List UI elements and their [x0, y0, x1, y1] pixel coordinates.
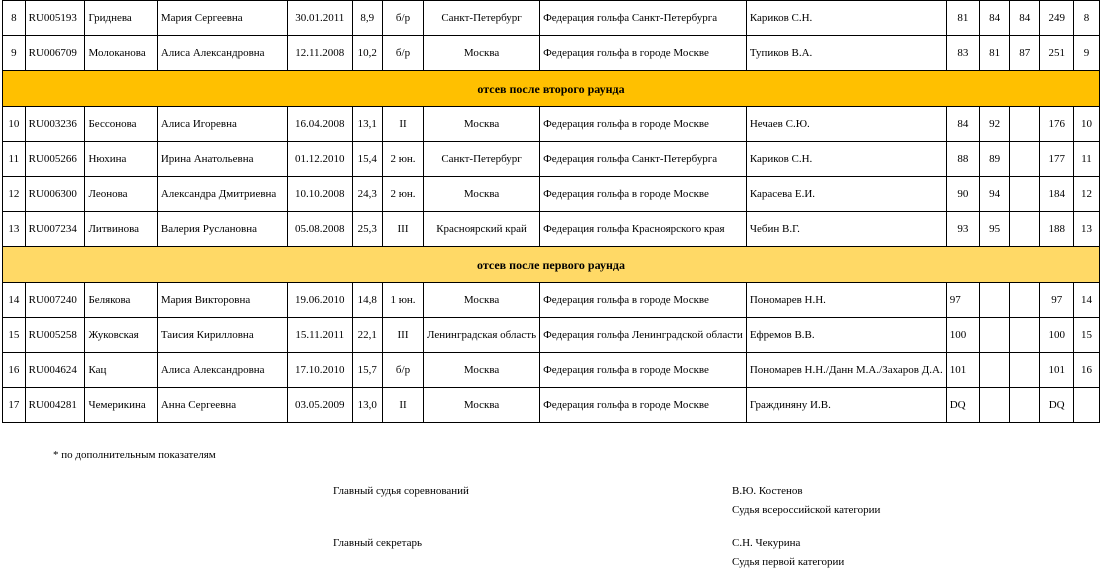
round3-cell: 87: [1010, 36, 1040, 71]
round2-cell: [980, 318, 1010, 353]
dob-cell: 16.04.2008: [288, 107, 353, 142]
table-row: [3, 36, 1100, 71]
round2-cell: 95: [980, 212, 1010, 247]
coach-cell: Тупиков В.А.: [746, 36, 946, 71]
id-cell: RU007234: [25, 212, 85, 247]
cut-after-round1-banner: [3, 247, 1100, 283]
city-cell: Москва: [424, 107, 540, 142]
round2-cell: [980, 283, 1010, 318]
rank-cell: 1 юн.: [383, 283, 424, 318]
round2-cell: 94: [980, 177, 1010, 212]
round1-cell: 83: [946, 36, 979, 71]
id-cell: RU005258: [25, 318, 85, 353]
handicap-cell: 10,2: [352, 36, 382, 71]
table-row: [3, 388, 1100, 423]
coach-cell: Карасева Е.И.: [746, 177, 946, 212]
table-row: [3, 353, 1100, 388]
coach-cell: Граждиняну И.В.: [746, 388, 946, 423]
round3-cell: [1010, 107, 1040, 142]
handicap-cell: 25,3: [352, 212, 382, 247]
dob-cell: 15.11.2011: [288, 318, 353, 353]
last-name-cell: Нюхина: [85, 142, 157, 177]
round3-cell: 84: [1010, 1, 1040, 36]
handicap-cell: 13,0: [352, 388, 382, 423]
position-cell: 14: [1074, 283, 1100, 318]
position-cell: 9: [1074, 36, 1100, 71]
table-row: [3, 1, 1100, 36]
dob-cell: 01.12.2010: [288, 142, 353, 177]
round1-cell: 84: [946, 107, 979, 142]
table-row: [3, 177, 1100, 212]
table-row: [3, 107, 1100, 142]
round3-cell: [1010, 353, 1040, 388]
handicap-cell: 14,8: [352, 283, 382, 318]
id-cell: RU005193: [25, 1, 85, 36]
last-name-cell: Леонова: [85, 177, 157, 212]
federation-cell: Федерация гольфа в городе Москве: [540, 107, 747, 142]
table-row: [3, 142, 1100, 177]
round3-cell: [1010, 318, 1040, 353]
secretary-name: С.Н. Чекурина: [732, 537, 801, 549]
chief-judge-name: В.Ю. Костенов: [732, 485, 803, 497]
federation-cell: Федерация гольфа в городе Москве: [540, 388, 747, 423]
total-cell: 249: [1040, 1, 1074, 36]
place-cell: 8: [3, 1, 26, 36]
total-cell: 101: [1040, 353, 1074, 388]
rank-cell: III: [383, 318, 424, 353]
total-cell: 184: [1040, 177, 1074, 212]
place-cell: 17: [3, 388, 26, 423]
last-name-cell: Молоканова: [85, 36, 157, 71]
chief-judge-title: Главный судья соревнований: [333, 485, 469, 497]
coach-cell: Ефремов В.В.: [746, 318, 946, 353]
round1-cell: 81: [946, 1, 979, 36]
dob-cell: 10.10.2008: [288, 177, 353, 212]
rank-cell: III: [383, 212, 424, 247]
federation-cell: Федерация гольфа в городе Москве: [540, 353, 747, 388]
total-cell: 97: [1040, 283, 1074, 318]
position-cell: 8: [1074, 1, 1100, 36]
total-cell: 176: [1040, 107, 1074, 142]
round2-cell: 84: [980, 1, 1010, 36]
dob-cell: 03.05.2009: [288, 388, 353, 423]
dob-cell: 12.11.2008: [288, 36, 353, 71]
cut-after-round1-banner-label: отсев после первого раунда: [3, 247, 1100, 283]
last-name-cell: Бессонова: [85, 107, 157, 142]
table-row: [3, 318, 1100, 353]
position-cell: 13: [1074, 212, 1100, 247]
coach-cell: Пономарев Н.Н./Данн М.А./Захаров Д.А.: [746, 353, 946, 388]
cut-after-round2-banner-label: отсев после второго раунда: [3, 71, 1100, 107]
coach-cell: Кариков С.Н.: [746, 1, 946, 36]
round1-cell: DQ: [946, 388, 979, 423]
round2-cell: 92: [980, 107, 1010, 142]
federation-cell: Федерация гольфа Санкт-Петербурга: [540, 142, 747, 177]
position-cell: 10: [1074, 107, 1100, 142]
handicap-cell: 15,4: [352, 142, 382, 177]
last-name-cell: Белякова: [85, 283, 157, 318]
city-cell: Красноярский край: [424, 212, 540, 247]
position-cell: [1074, 388, 1100, 423]
total-cell: 188: [1040, 212, 1074, 247]
rank-cell: 2 юн.: [383, 177, 424, 212]
city-cell: Москва: [424, 177, 540, 212]
place-cell: 15: [3, 318, 26, 353]
rank-cell: II: [383, 388, 424, 423]
round1-cell: 90: [946, 177, 979, 212]
round3-cell: [1010, 177, 1040, 212]
last-name-cell: Чемерикина: [85, 388, 157, 423]
place-cell: 14: [3, 283, 26, 318]
city-cell: Санкт-Петербург: [424, 1, 540, 36]
id-cell: RU007240: [25, 283, 85, 318]
last-name-cell: Литвинова: [85, 212, 157, 247]
footnote: * по дополнительным показателям: [53, 449, 216, 461]
coach-cell: Чебин В.Г.: [746, 212, 946, 247]
first-name-cell: Ирина Анатольевна: [157, 142, 287, 177]
round1-cell: 97: [946, 283, 979, 318]
city-cell: Москва: [424, 388, 540, 423]
table-row: [3, 212, 1100, 247]
dob-cell: 05.08.2008: [288, 212, 353, 247]
round3-cell: [1010, 212, 1040, 247]
city-cell: Санкт-Петербург: [424, 142, 540, 177]
secretary-rank: Судья первой категории: [732, 556, 845, 568]
rank-cell: б/р: [383, 1, 424, 36]
city-cell: Москва: [424, 36, 540, 71]
position-cell: 15: [1074, 318, 1100, 353]
last-name-cell: Кац: [85, 353, 157, 388]
cut-after-round2-banner: [3, 71, 1100, 107]
total-cell: 100: [1040, 318, 1074, 353]
position-cell: 11: [1074, 142, 1100, 177]
position-cell: 12: [1074, 177, 1100, 212]
first-name-cell: Алиса Игоревна: [157, 107, 287, 142]
round3-cell: [1010, 142, 1040, 177]
round3-cell: [1010, 388, 1040, 423]
city-cell: Москва: [424, 283, 540, 318]
id-cell: RU006300: [25, 177, 85, 212]
dob-cell: 17.10.2010: [288, 353, 353, 388]
last-name-cell: Гриднева: [85, 1, 157, 36]
handicap-cell: 13,1: [352, 107, 382, 142]
first-name-cell: Александра Дмитриевна: [157, 177, 287, 212]
round3-cell: [1010, 283, 1040, 318]
results-body: [3, 1, 1100, 423]
first-name-cell: Алиса Александровна: [157, 36, 287, 71]
handicap-cell: 24,3: [352, 177, 382, 212]
federation-cell: Федерация гольфа в городе Москве: [540, 36, 747, 71]
round2-cell: [980, 388, 1010, 423]
first-name-cell: Мария Викторовна: [157, 283, 287, 318]
total-cell: 251: [1040, 36, 1074, 71]
total-cell: 177: [1040, 142, 1074, 177]
federation-cell: Федерация гольфа Ленинградской области: [540, 318, 747, 353]
round1-cell: 93: [946, 212, 979, 247]
table-row: [3, 283, 1100, 318]
round2-cell: 81: [980, 36, 1010, 71]
first-name-cell: Мария Сергеевна: [157, 1, 287, 36]
place-cell: 9: [3, 36, 26, 71]
id-cell: RU004281: [25, 388, 85, 423]
position-cell: 16: [1074, 353, 1100, 388]
round1-cell: 101: [946, 353, 979, 388]
coach-cell: Нечаев С.Ю.: [746, 107, 946, 142]
last-name-cell: Жуковская: [85, 318, 157, 353]
secretary-title: Главный секретарь: [333, 537, 422, 549]
federation-cell: Федерация гольфа Санкт-Петербурга: [540, 1, 747, 36]
rank-cell: II: [383, 107, 424, 142]
round1-cell: 100: [946, 318, 979, 353]
federation-cell: Федерация гольфа в городе Москве: [540, 283, 747, 318]
handicap-cell: 22,1: [352, 318, 382, 353]
first-name-cell: Алиса Александровна: [157, 353, 287, 388]
place-cell: 13: [3, 212, 26, 247]
dob-cell: 30.01.2011: [288, 1, 353, 36]
rank-cell: б/р: [383, 36, 424, 71]
place-cell: 12: [3, 177, 26, 212]
round2-cell: 89: [980, 142, 1010, 177]
id-cell: RU006709: [25, 36, 85, 71]
total-cell: DQ: [1040, 388, 1074, 423]
federation-cell: Федерация гольфа в городе Москве: [540, 177, 747, 212]
dob-cell: 19.06.2010: [288, 283, 353, 318]
id-cell: RU003236: [25, 107, 85, 142]
handicap-cell: 8,9: [352, 1, 382, 36]
place-cell: 11: [3, 142, 26, 177]
coach-cell: Пономарев Н.Н.: [746, 283, 946, 318]
place-cell: 10: [3, 107, 26, 142]
city-cell: Ленинградская область: [424, 318, 540, 353]
id-cell: RU004624: [25, 353, 85, 388]
first-name-cell: Анна Сергеевна: [157, 388, 287, 423]
first-name-cell: Валерия Руслановна: [157, 212, 287, 247]
chief-judge-rank: Судья всероссийской категории: [732, 504, 881, 516]
results-table: [2, 0, 1100, 423]
place-cell: 16: [3, 353, 26, 388]
rank-cell: б/р: [383, 353, 424, 388]
round1-cell: 88: [946, 142, 979, 177]
round2-cell: [980, 353, 1010, 388]
rank-cell: 2 юн.: [383, 142, 424, 177]
coach-cell: Кариков С.Н.: [746, 142, 946, 177]
handicap-cell: 15,7: [352, 353, 382, 388]
first-name-cell: Таисия Кирилловна: [157, 318, 287, 353]
id-cell: RU005266: [25, 142, 85, 177]
city-cell: Москва: [424, 353, 540, 388]
federation-cell: Федерация гольфа Красноярского края: [540, 212, 747, 247]
